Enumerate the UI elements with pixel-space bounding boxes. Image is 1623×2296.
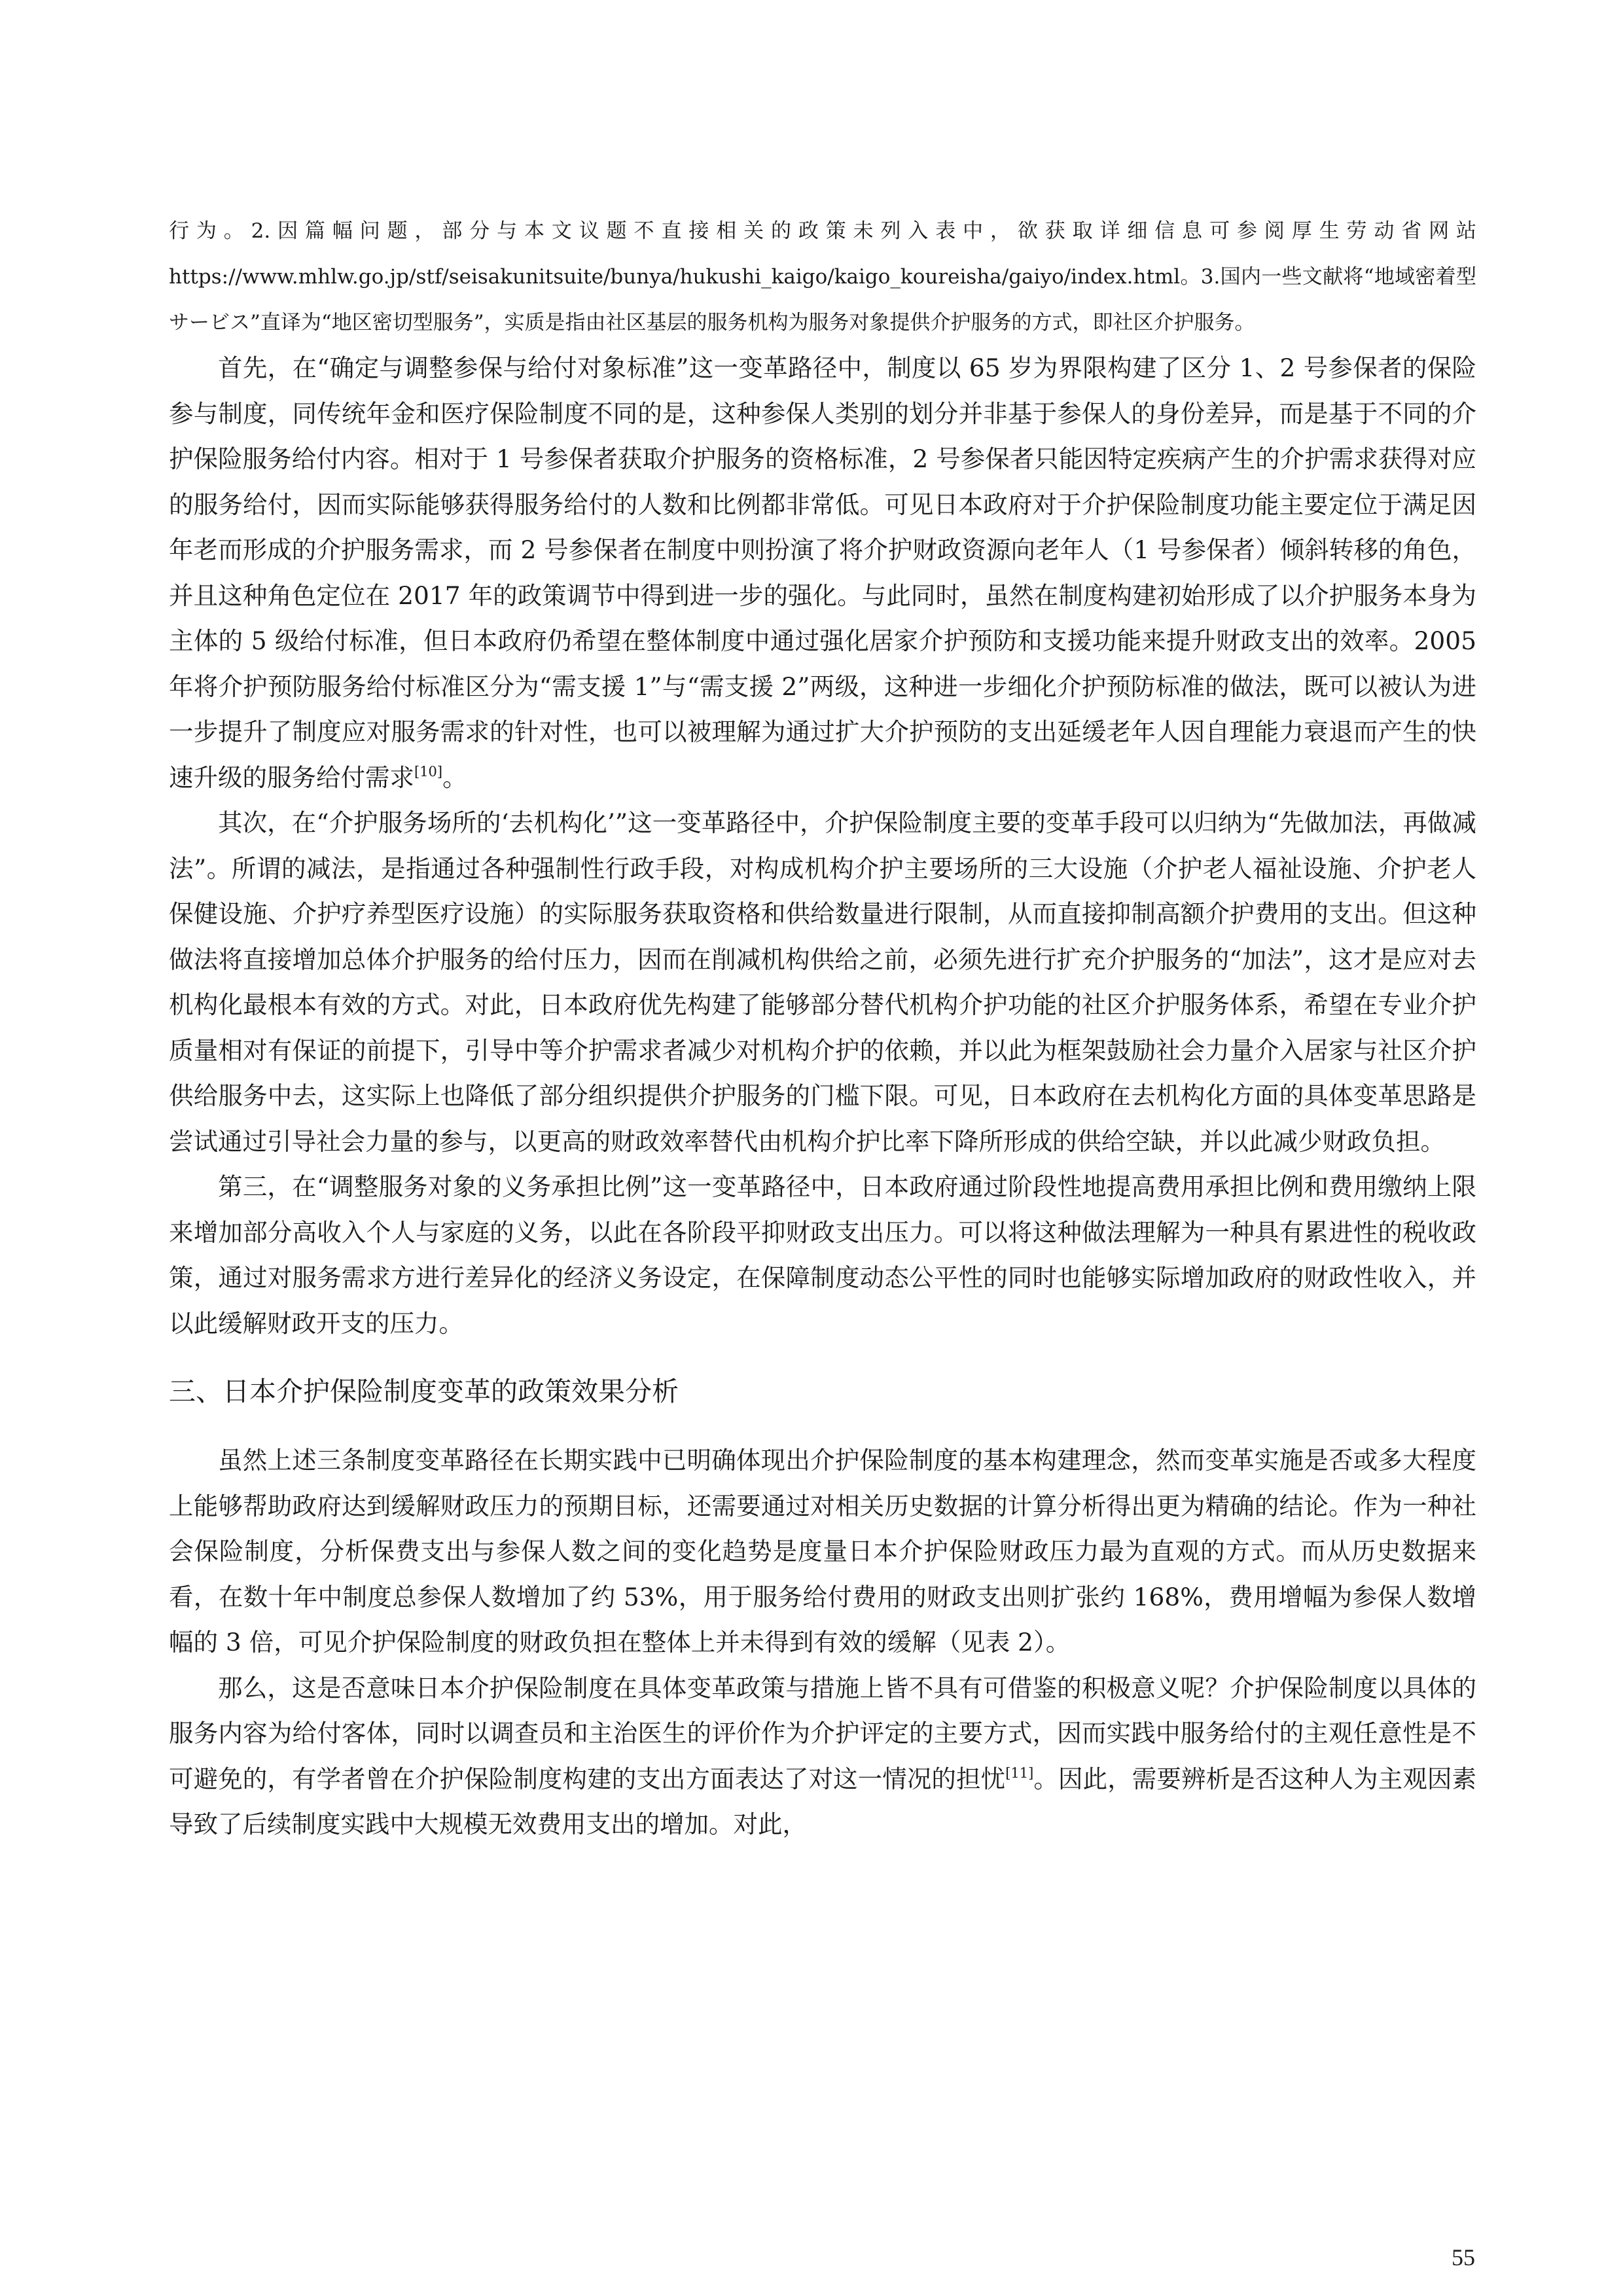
paragraph-effect-analysis: 虽然上述三条制度变革路径在长期实践中已明确体现出介护保险制度的基本构建理念，然而变革实施是否或多大程度上能够帮助政府达到缓解财政压力的预期目标，还需要通过对相关历史数据的计算分析得出更为精确的结论。作为一种社会保险制度，分析保费支出与参保人数之间的变化趋势是度量日本介护保险财政压力最为直观的方式。而从历史数据来看，在数十年中制度总参保人数增加了约 53%，用于服务给付费用的财政支出则扩张约 168%，费用增幅为参保人数增幅的 3 倍，可见介护保险制度的财政负担在整体上并未得到有效的缓解（见表 2）。	[169, 1446, 1476, 1657]
paragraph-obligation-ratio: 第三，在“调整服务对象的义务承担比例”这一变革路径中，日本政府通过阶段性地提高费用承担比例和费用缴纳上限来增加部分高收入个人与家庭的义务，以此在各阶段平抑财政支出压力。可以将这种做法理解为一种具有累进性的税收政策，通过对服务需求方进行差异化的经济义务设定，在保障制度动态公平性的同时也能够实际增加政府的财政性收入，并以此缓解财政开支的压力。	[169, 1172, 1476, 1338]
paragraph-subjectivity	[169, 1666, 1476, 1848]
paragraph-end: 。	[442, 762, 467, 792]
citation-ref: [10]	[414, 763, 443, 780]
footnote-continuation: 行为。2.因篇幅问题，部分与本文议题不直接相关的政策未列入表中，欲获取详细信息可参阅厚生劳动省网站 https://www.mhlw.go.jp/stf/seisakunitsuite/bunya/hukushi_kaigo/kaigo_koureisha/gaiyo/index.html。3.国内一些文献将“地域密着型サービス”直译为“地区密切型服务”，实质是指由社区基层的服务机构为服务对象提供介护服务的方式，即社区介护服务。	[169, 219, 1476, 334]
main-text	[169, 346, 1476, 1848]
citation-ref: [11]	[1005, 1765, 1034, 1781]
paragraph-text: 首先，在“确定与调整参保与给付对象标准”这一变革路径中，制度以 65 岁为界限构建了区分 1、2 号参保者的保险参与制度，同传统年金和医疗保险制度不同的是，这种参保人类别的划分并非基于参保人的身份差异，而是基于不同的介护保险服务给付内容。相对于 1 号参保者获取介护服务的资格标准，2 号参保者只能因特定疾病产生的介护需求获得对应的服务给付，因而实际能够获得服务给付的人数和比例都非常低。可见日本政府对于介护保险制度功能主要定位于满足因年老而形成的介护服务需求，而 2 号参保者在制度中则扮演了将介护财政资源向老年人（1 号参保者）倾斜转移的角色，并且这种角色定位在 2017 年的政策调节中得到进一步的强化。与此同时，虽然在制度构建初始形成了以介护服务本身为主体的 5 级给付标准，但日本政府仍希望在整体制度中通过强化居家介护预防和支援功能来提升财政支出的效率。2005 年将介护预防服务给付标准区分为“需支援 1”与“需支援 2”两级，这种进一步细化介护预防标准的做法，既可以被认为进一步提升了制度应对服务需求的针对性，也可以被理解为通过扩大介护预防的支出延缓老年人因自理能力衰退而产生的快速升级的服务给付需求	[169, 353, 1476, 792]
paragraph-end: 。因此，需要辨析是否这种人为主观因素导致了后续制度实践中大规模无效费用支出的增加。对此，	[169, 1764, 1477, 1839]
section-heading: 三、日本介护保险制度变革的政策效果分析	[169, 1376, 679, 1407]
paragraph-eligibility-standards	[169, 346, 1476, 800]
page-number: 55	[1452, 2244, 1475, 2270]
paragraph-deinstitutionalization: 其次，在“介护服务场所的‘去机构化’”这一变革路径中，介护保险制度主要的变革手段可以归纳为“先做加法，再做减法”。所谓的减法，是指通过各种强制性行政手段，对构成机构介护主要场所的三大设施（介护老人福祉设施、介护老人保健设施、介护疗养型医疗设施）的实际服务获取资格和供给数量进行限制，从而直接抑制高额介护费用的支出。但这种做法将直接增加总体介护服务的给付压力，因而在削减机构供给之前，必须先进行扩充介护服务的“加法”，这才是应对去机构化最根本有效的方式。对此，日本政府优先构建了能够部分替代机构介护功能的社区介护服务体系，希望在专业介护质量相对有保证的前提下，引导中等介护需求者减少对机构介护的依赖，并以此为框架鼓励社会力量介入居家与社区介护供给服务中去，这实际上也降低了部分组织提供介护服务的门槛下限。可见，日本政府在去机构化方面的具体变革思路是尝试通过引导社会力量的参与，以更高的财政效率替代由机构介护比率下降所形成的供给空缺，并以此减少财政负担。	[169, 808, 1476, 1156]
paragraph-text: 那么，这是否意味日本介护保险制度在具体变革政策与措施上皆不具有可借鉴的积极意义呢？介护保险制度以具体的服务内容为给付客体，同时以调查员和主治医生的评价作为介护评定的主要方式，因而实践中服务给付的主观任意性是不可避免的，有学者曾在介护保险制度构建的支出方面表达了对这一情况的担忧	[169, 1673, 1476, 1793]
